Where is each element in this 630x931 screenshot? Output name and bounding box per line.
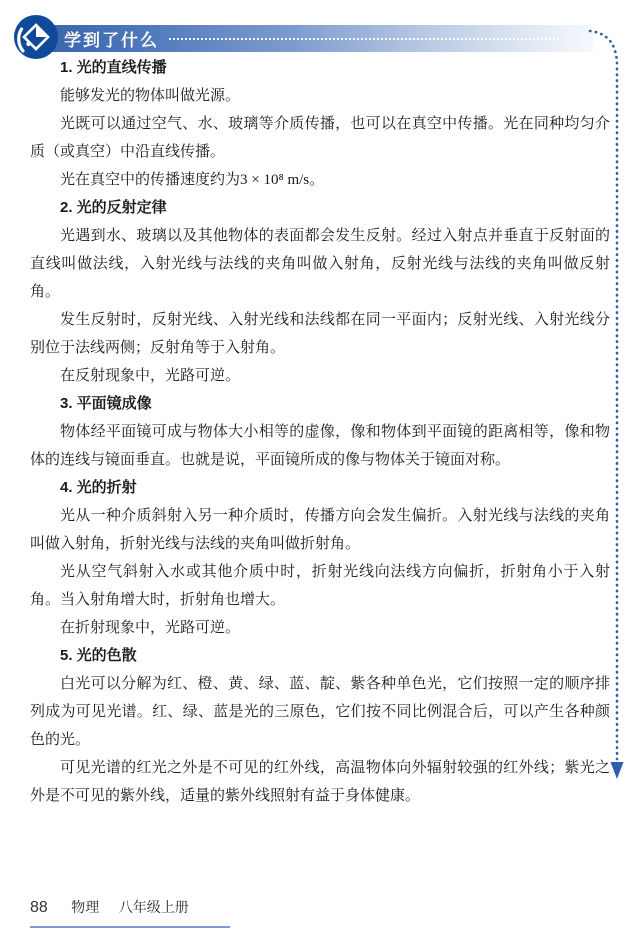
paragraph: 发生反射时，反射光线、入射光线和法线都在同一平面内；反射光线、入射光线分别位于法线两侧；反射角等于入射角。 [30, 312, 610, 356]
paragraph: 光在真空中的传播速度约为3 × 10⁸ m/s。 [60, 172, 325, 188]
section-plane-mirror-imaging [30, 390, 610, 474]
section-heading: 1. 光的直线传播 [60, 59, 167, 76]
section-light-linear-propagation [30, 54, 610, 194]
paragraph: 可见光谱的红光之外是不可见的红外线，高温物体向外辐射较强的红外线；紫光之外是不可见的紫外线，适量的紫外线照射有益于身体健康。 [30, 760, 610, 804]
paragraph: 能够发光的物体叫做光源。 [60, 88, 241, 104]
dotted-leader-line [169, 38, 559, 40]
page-number: 88 [30, 899, 48, 916]
paragraph: 光遇到水、玻璃以及其他物体的表面都会发生反射。经过入射点并垂直于反射面的直线叫做法线，入射光线与法线的夹角叫做入射角，反射光线与法线的夹角叫做反射角。 [30, 228, 610, 300]
section-law-of-reflection [30, 194, 610, 390]
content [30, 54, 610, 810]
section-dispersion [30, 642, 610, 810]
footer-volume: 八年级上册 [118, 901, 189, 916]
footer-subject: 物理 [71, 901, 100, 916]
section-heading: 4. 光的折射 [60, 479, 137, 496]
header-banner [48, 25, 593, 52]
paragraph: 物体经平面镜可成与物体大小相等的虚像，像和物体到平面镜的距离相等，像和物体的连线与镜面垂直。也就是说，平面镜所成的像与物体关于镜面对称。 [30, 424, 610, 468]
page-title: 学到了什么 [64, 31, 159, 50]
footer [30, 897, 430, 917]
section-heading: 5. 光的色散 [60, 647, 137, 664]
paragraph: 在折射现象中，光路可逆。 [60, 620, 241, 636]
paragraph: 白光可以分解为红、橙、黄、绿、蓝、靛、紫各种单色光，它们按照一定的顺序排列成为可见光谱。红、绿、蓝是光的三原色，它们按不同比例混合后，可以产生各种颜色的光。 [30, 676, 610, 748]
paragraph: 在反射现象中，光路可逆。 [60, 368, 241, 384]
paragraph: 光既可以通过空气、水、玻璃等介质传播，也可以在真空中传播。光在同种均匀介质（或真空）中沿直线传播。 [30, 116, 610, 160]
paragraph: 光从一种介质斜射入另一种介质时，传播方向会发生偏折。入射光线与法线的夹角叫做入射角，折射光线与法线的夹角叫做折射角。 [30, 508, 610, 552]
paragraph: 光从空气斜射入水或其他介质中时，折射光线向法线方向偏折，折射角小于入射角。当入射角增大时，折射角也增大。 [30, 564, 610, 608]
section-heading: 2. 光的反射定律 [60, 199, 167, 216]
footer-rule-line [30, 926, 230, 928]
section-heading: 3. 平面镜成像 [60, 395, 152, 412]
section-refraction [30, 474, 610, 642]
